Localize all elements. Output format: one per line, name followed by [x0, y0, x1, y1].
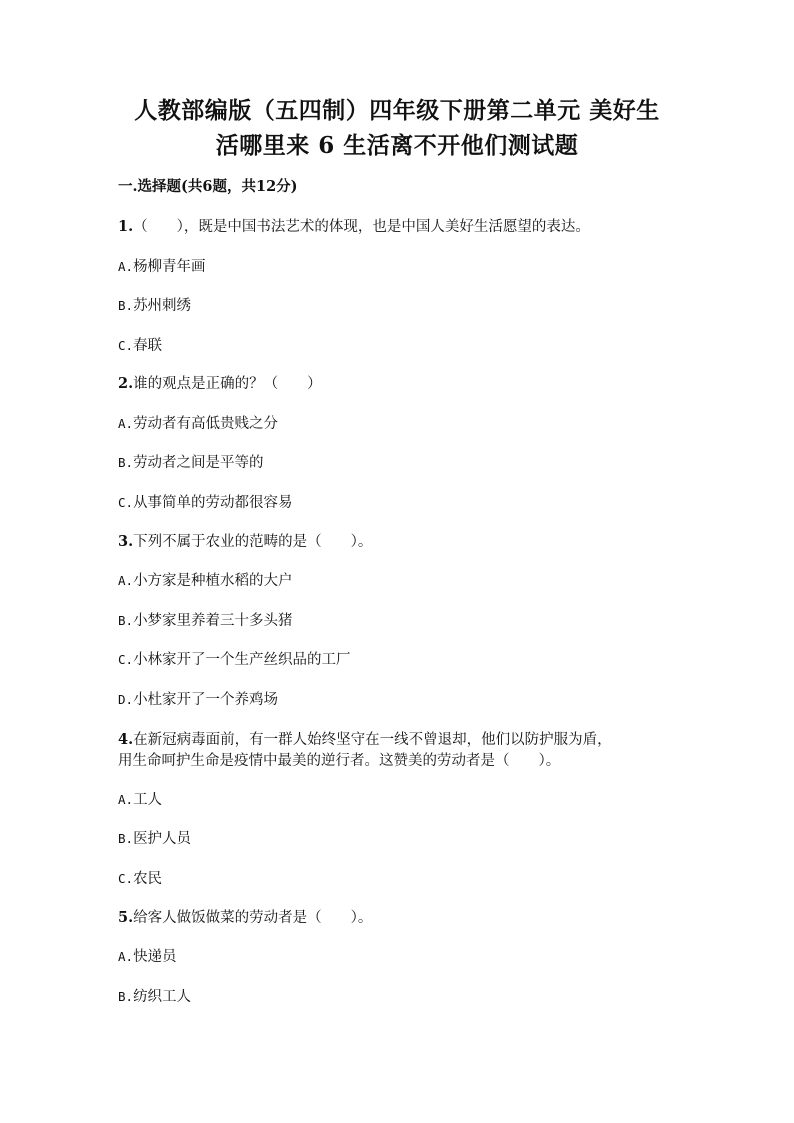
- section-heading: 一.选择题(共6题，共12分): [118, 178, 298, 195]
- question-text: 谁的观点是正确的？（ ）: [133, 376, 322, 392]
- option-letter: A.: [118, 259, 134, 274]
- question-1: [118, 216, 678, 238]
- option-text: 农民: [133, 871, 163, 887]
- option-letter: A.: [118, 792, 134, 807]
- question-4-option-a: [118, 789, 678, 811]
- option-text: 春联: [133, 338, 163, 354]
- question-4-option-b: [118, 828, 678, 850]
- document-title-line-1: 人教部编版（五四制）四年级下册第二单元 美好生: [134, 97, 660, 124]
- question-4: [118, 729, 678, 751]
- option-text: 劳动者之间是平等的: [133, 455, 264, 471]
- option-letter: A.: [118, 416, 134, 431]
- option-letter: A.: [118, 573, 134, 588]
- option-letter: B.: [118, 455, 134, 470]
- question-text: 给客人做饭做菜的劳动者是（ ）。: [133, 910, 373, 926]
- option-letter: B.: [118, 298, 134, 313]
- option-letter: C.: [118, 871, 134, 886]
- question-number: 3.: [118, 533, 134, 550]
- question-number: 5.: [118, 909, 134, 926]
- question-2-option-a: [118, 413, 678, 435]
- question-2: [118, 373, 678, 395]
- option-letter: B.: [118, 613, 134, 628]
- question-3-option-a: [118, 570, 678, 592]
- document-title-line-2: 活哪里来 6 生活离不开他们测试题: [215, 132, 579, 159]
- option-letter: D.: [118, 692, 134, 707]
- option-text: 小林家开了一个生产丝织品的工厂: [133, 652, 351, 668]
- option-text: 小梦家里养着三十多头猪: [133, 613, 293, 629]
- question-text: 下列不属于农业的范畴的是（ ）。: [133, 534, 373, 550]
- option-text: 工人: [133, 792, 163, 808]
- question-4-option-c: [118, 868, 678, 890]
- option-text: 小杜家开了一个养鸡场: [133, 692, 279, 708]
- option-text: 快递员: [133, 949, 177, 965]
- question-1-option-c: [118, 335, 678, 357]
- option-letter: C.: [118, 495, 134, 510]
- option-text: 苏州刺绣: [133, 298, 192, 314]
- question-5-option-a: [118, 946, 678, 968]
- question-3: [118, 531, 678, 553]
- option-letter: C.: [118, 652, 134, 667]
- question-5: [118, 907, 678, 929]
- question-2-option-b: [118, 452, 678, 474]
- question-1-option-b: [118, 295, 678, 317]
- question-number: 1.: [118, 218, 134, 235]
- question-number: 4.: [118, 731, 134, 748]
- question-text: 在新冠病毒面前，有一群人始终坚守在一线不曾退却，他们以防护服为盾，: [133, 732, 612, 748]
- option-letter: C.: [118, 338, 134, 353]
- option-text: 医护人员: [133, 831, 192, 847]
- option-text: 从事简单的劳动都很容易: [133, 495, 293, 511]
- option-text: 劳动者有高低贵贱之分: [133, 416, 279, 432]
- option-text: 杨柳青年画: [133, 259, 206, 275]
- question-3-option-d: [118, 689, 678, 711]
- question-3-option-c: [118, 649, 678, 671]
- question-4-continued: [118, 750, 678, 772]
- question-text: （ ），既是中国书法艺术的体现，也是中国人美好生活愿望的表达。: [133, 219, 590, 235]
- option-text: 小方家是种植水稻的大户: [133, 573, 293, 589]
- question-text-continued: 用生命呵护生命是疫情中最美的逆行者。这赞美的劳动者是（ ）。: [118, 753, 561, 769]
- question-number: 2.: [118, 375, 134, 392]
- question-5-option-b: [118, 986, 678, 1008]
- option-letter: B.: [118, 831, 134, 846]
- question-3-option-b: [118, 610, 678, 632]
- question-1-option-a: [118, 256, 678, 278]
- option-letter: A.: [118, 949, 134, 964]
- option-text: 纺织工人: [133, 989, 192, 1005]
- question-2-option-c: [118, 492, 678, 514]
- option-letter: B.: [118, 989, 134, 1004]
